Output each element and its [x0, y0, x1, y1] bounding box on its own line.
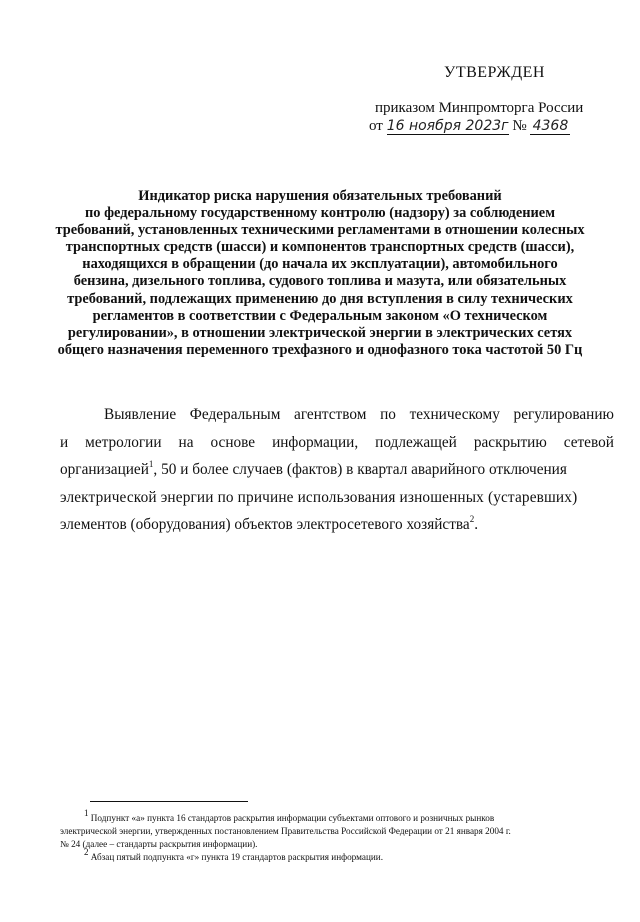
body-line-1 [60, 401, 614, 429]
body-line-5-start: элементов (оборудования) объектов электросетевого хозяйства [60, 516, 470, 534]
footnote-2-line-1 [60, 846, 614, 864]
body-word: основе [210, 433, 256, 451]
title-line: Индикатор риска нарушения обязательных требований [138, 188, 502, 204]
body-word: сетевой [563, 433, 614, 451]
title-line: по федеральному государственному контролю (надзору) за соблюдением [85, 205, 555, 222]
footnote-1-line-2: электрической энергии, утвержденных постановлением Правительства Российской Федерации от 21 января 2004 г. [60, 826, 511, 836]
body-line-2 [60, 429, 614, 457]
body-word: агентством [294, 406, 367, 423]
body-line-3-end: , 50 и более случаев (фактов) в квартал аварийного отключения [153, 461, 567, 479]
footnote-1-line-3: № 24 (далее – стандарты раскрытия информации). [60, 839, 258, 849]
body-paragraph [60, 401, 614, 539]
body-word: и [60, 433, 69, 451]
body-line-5-end: . [474, 516, 479, 534]
title-line: транспортных средств (шасси) и компонентов транспортных средств (шасси), [65, 239, 575, 256]
body-line-4: электрической энергии по причине использования изношенных (устаревших) [60, 488, 578, 506]
title-line: требований, подлежащих применению до дня вступления в силу технических [67, 290, 573, 307]
footnote-ref-1: 1 [148, 459, 154, 470]
body-word: техническому [409, 406, 500, 423]
approval-stamp-heading: УТВЕРЖДЕН [444, 64, 545, 81]
body-line-3-start: организацией [60, 461, 149, 479]
footnote-2-mark: 2 [84, 846, 89, 857]
footnote-1-mark: 1 [84, 807, 89, 818]
footnote-1-line-1 [60, 807, 614, 825]
body-word: раскрытию [473, 433, 547, 451]
footnotes [60, 807, 614, 864]
title-line: требований, установленных техническими регламентами в отношении колесных [55, 222, 585, 239]
order-number-label: № [512, 118, 527, 134]
order-date-handwritten: 16 ноября 2023г [386, 118, 509, 134]
body-word: подлежащей [375, 433, 457, 451]
footnote-separator [90, 801, 248, 802]
footnote-1-text-1: Подпункт «а» пункта 16 стандартов раскрытия информации субъектами оптового и розничных рынков [90, 813, 495, 823]
order-number-handwritten: 4368 [530, 118, 570, 135]
body-word: на [178, 433, 194, 451]
order-date-number-line [369, 118, 570, 135]
body-word: регулированию [513, 406, 614, 423]
body-word: метрологии [85, 433, 162, 451]
body-word: Выявление [104, 406, 177, 423]
order-reference: приказом Минпромторга России [375, 100, 584, 116]
order-from-label: от [369, 118, 383, 134]
title-line: общего назначения переменного трехфазного и однофазного тока частотой 50 Гц [57, 341, 583, 358]
body-line-3 [60, 456, 614, 484]
body-word: информации, [272, 433, 359, 451]
title-line: регулировании», в отношении электрической энергии в электрических сетях [67, 324, 573, 341]
footnote-ref-2: 2 [469, 514, 475, 525]
body-word: по [380, 406, 396, 423]
body-word: Федеральным [189, 406, 281, 423]
title-line: бензина, дизельного топлива, судового топлива и мазута, или обязательных [73, 273, 567, 290]
title-line: регламентов в соответствии с Федеральным законом «О техническом [92, 307, 548, 324]
document-title [26, 188, 614, 359]
footnote-2-text-1: Абзац пятый подпункта «г» пункта 19 стандартов раскрытия информации. [90, 852, 383, 862]
title-line: находящихся в обращении (до начала их эксплуатации), автомобильного [82, 256, 558, 273]
body-line-5 [60, 511, 614, 539]
